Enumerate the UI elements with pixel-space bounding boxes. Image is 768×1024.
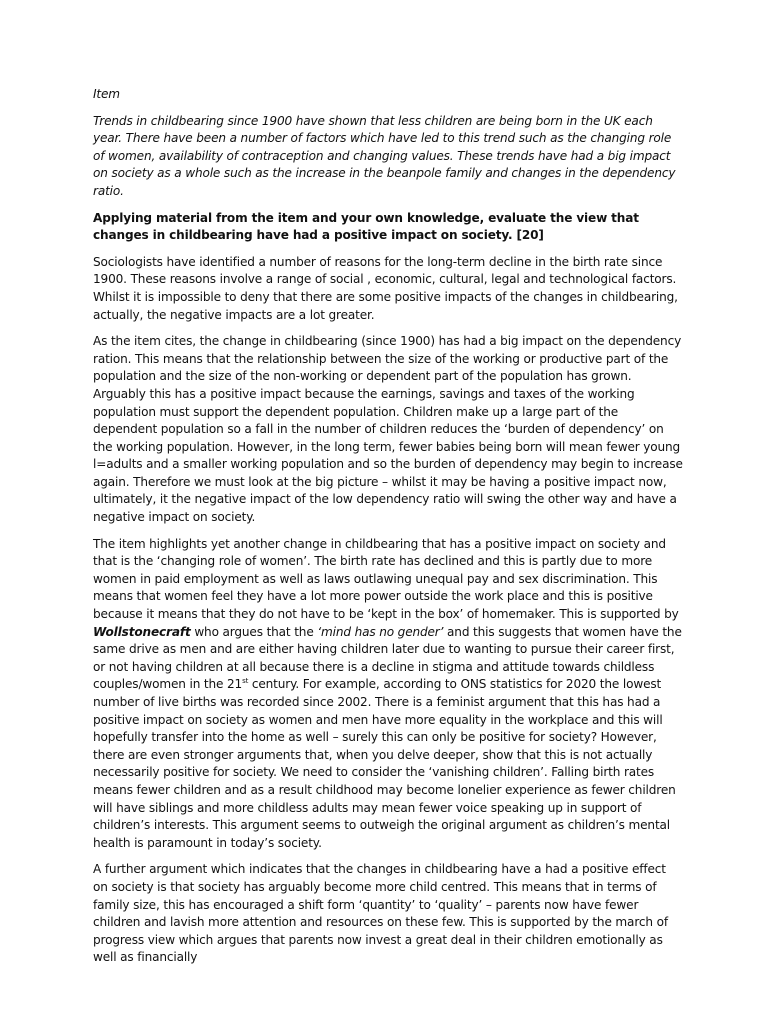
paragraph-3-text-3: and this suggests that women have the same drive as men and are either having children later due to wanting to pursue their career first, or not having children at all because there is a decline in stigma and attitude towards childless couples/women in the 21 xyxy=(93,624,682,692)
paragraph-1: Sociologists have identified a number of reasons for the long-term decline in the birth rate since 1900. These reasons involve a range of social , economic, cultural, legal and technological factors. Whilst it is impossible to deny that there are some positive impacts of the changes in childbearing, actually, the negative impacts are a lot greater. xyxy=(93,254,678,322)
ordinal-suffix: st xyxy=(242,677,249,686)
quote: ‘mind has no gender’ xyxy=(317,624,444,639)
paragraph-3-text-1: The item highlights yet another change in childbearing that has a positive impact on society and that is the ‘changing role of women’. The birth rate has declined and this is partly due to more women in paid employment as well as laws outlawing unequal pay and sex discrimination. This means that women feel they have a lot more power outside the work place and this is positive because it means that they do not have to be ‘kept in the box’ of homemaker. This is supported by xyxy=(93,536,679,622)
paragraph-2: As the item cites, the change in childbearing (since 1900) has had a big impact on the dependency ration. This means that the relationship between the size of the working or productive part of the population and the size of the non-working or dependent part of the population has grown. Arguably this has a positive impact because the earnings, savings and taxes of the working population must support the dependent population. Children make up a large part of the dependent population so a fall in the number of children reduces the ‘burden of dependency’ on the working population. However, in the long term, fewer babies being born will mean fewer young l=adults and a smaller working population and so the burden of dependency may begin to increase again. Therefore we must look at the big picture – whilst it may be having a positive impact now, ultimately, it the negative impact of the low dependency ratio will swing the other way and have a negative impact on society. xyxy=(93,334,683,525)
document-page xyxy=(93,86,683,976)
item-text: Trends in childbearing since 1900 have shown that less children are being born in the UK each year. There have been a number of factors which have led to this trend such as the changing role of women, availability of contraception and changing values. These trends have had a big impact on society as a whole such as the increase in the beanpole family and changes in the dependency ratio. xyxy=(93,113,676,198)
paragraph-3 xyxy=(93,536,683,853)
item-label: Item xyxy=(93,87,120,101)
essay-question: Applying material from the item and your own knowledge, evaluate the view that changes in childbearing have had a positive impact on society. [20] xyxy=(93,210,639,243)
author-name: Wollstonecraft xyxy=(93,624,191,639)
paragraph-4: A further argument which indicates that the changes in childbearing have a had a positive effect on society is that society has arguably become more child centred. This means that in terms of family size, this has encouraged a shift form ‘quantity’ to ‘quality’ – parents now have fewer children and lavish more attention and resources on these few. This is supported by the march of progress view which argues that parents now invest a great deal in their children emotionally as well as financially xyxy=(93,862,668,965)
paragraph-3-text-2: who argues that the xyxy=(190,624,318,639)
paragraph-3-text-4: century. For example, according to ONS statistics for 2020 the lowest number of live births was recorded since 2002. There is a feminist argument that this has had a positive impact on society as women and men have more equality in the workplace and this will hopefully transfer into the home as well – surely this can only be positive for society? However, there are even stronger arguments that, when you delve deeper, show that this is not actually necessarily positive for society. We need to consider the ‘vanishing children’. Falling birth rates means fewer children and as a result childhood may become lonelier experience as fewer children will have siblings and more childless adults may mean fewer voice speaking up in support of children’s interests. This argument seems to outweigh the original argument as children’s mental health is paramount in today’s society. xyxy=(93,677,676,850)
